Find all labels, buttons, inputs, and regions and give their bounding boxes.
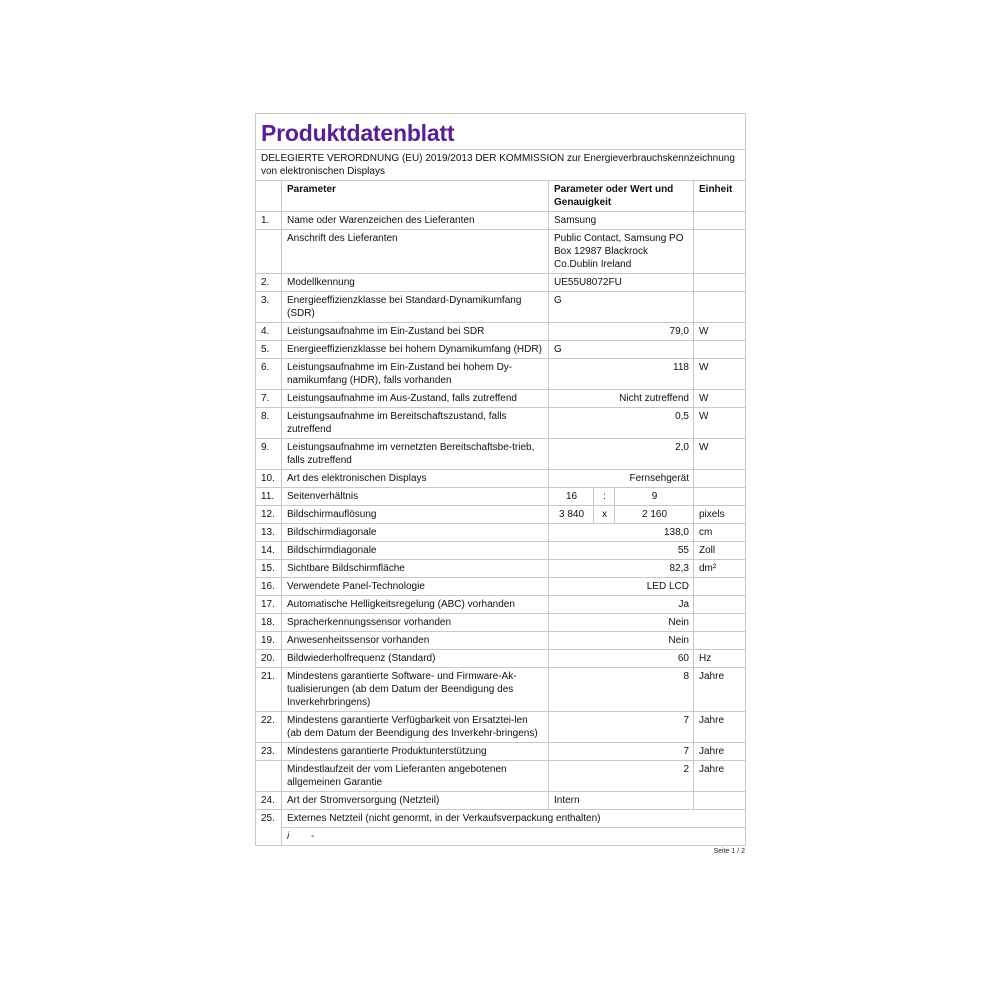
- row-unit: [694, 578, 746, 596]
- row-value-separator: x: [594, 506, 615, 524]
- row-parameter: Art des elektronischen Displays: [282, 470, 549, 488]
- row-parameter: Mindestlaufzeit der vom Lieferanten angebotenen allgemeinen Garantie: [282, 761, 549, 792]
- row-number: 7.: [256, 390, 282, 408]
- table-row: [256, 524, 746, 542]
- table-row: [256, 828, 746, 846]
- table-row: [256, 542, 746, 560]
- header-unit: Einheit: [694, 181, 746, 212]
- table-row: [256, 632, 746, 650]
- row-number: 3.: [256, 292, 282, 323]
- row-number: 19.: [256, 632, 282, 650]
- row-value-separator: :: [594, 488, 615, 506]
- page-number: Seite 1 / 2: [713, 848, 745, 855]
- row-parameter: Anwesenheitssensor vorhanden: [282, 632, 549, 650]
- row-value: 60: [549, 650, 694, 668]
- row-value: 79,0: [549, 323, 694, 341]
- table-row: [256, 359, 746, 390]
- row-parameter: Seitenverhältnis: [282, 488, 549, 506]
- row-value: G: [549, 341, 694, 359]
- row-unit: W: [694, 439, 746, 470]
- row-parameter: Bildschirmdiagonale: [282, 524, 549, 542]
- row-number: 13.: [256, 524, 282, 542]
- title-cell: [256, 114, 746, 150]
- product-data-sheet: [255, 113, 745, 858]
- row-parameter: Spracherkennungssensor vorhanden: [282, 614, 549, 632]
- row-number: 20.: [256, 650, 282, 668]
- row-unit: [694, 596, 746, 614]
- row-unit: [694, 614, 746, 632]
- row-value: 7: [549, 712, 694, 743]
- row-parameter: Art der Stromversorgung (Netzteil): [282, 792, 549, 810]
- table-row: [256, 341, 746, 359]
- row-parameter: Verwendete Panel-Technologie: [282, 578, 549, 596]
- header-parameter: Parameter: [282, 181, 549, 212]
- row-unit: [694, 488, 746, 506]
- row-parameter: Bildwiederholfrequenz (Standard): [282, 650, 549, 668]
- row-value: 118: [549, 359, 694, 390]
- table-row: [256, 792, 746, 810]
- row-unit: [694, 470, 746, 488]
- table-row: [256, 668, 746, 712]
- row-value: Public Contact, Samsung PO Box 12987 Blackrock Co.Dublin Ireland: [549, 230, 694, 274]
- row-parameter: Mindestens garantierte Software- und Firmware-Ak-tualisierungen (ab dem Datum der Beendigung des Inverkehrbringens): [282, 668, 549, 712]
- table-row: [256, 470, 746, 488]
- table-row: [256, 488, 746, 506]
- row-number: 16.: [256, 578, 282, 596]
- row-value: 55: [549, 542, 694, 560]
- row-number: [256, 230, 282, 274]
- row-value: Samsung: [549, 212, 694, 230]
- row-value: 7: [549, 743, 694, 761]
- row-unit: [694, 274, 746, 292]
- row-unit: W: [694, 359, 746, 390]
- table-row: [256, 578, 746, 596]
- row-number: 12.: [256, 506, 282, 524]
- row-parameter: Leistungsaufnahme im Ein-Zustand bei hohem Dy-namikumfang (HDR), falls vorhanden: [282, 359, 549, 390]
- row-value-second: 9: [615, 488, 694, 506]
- row-number: 2.: [256, 274, 282, 292]
- row-unit: Jahre: [694, 668, 746, 712]
- row-value-first: 3 840: [549, 506, 594, 524]
- row-unit: Jahre: [694, 743, 746, 761]
- row-unit: cm: [694, 524, 746, 542]
- row-number: 4.: [256, 323, 282, 341]
- table-row: [256, 506, 746, 524]
- table-row: [256, 614, 746, 632]
- row-parameter: Modellkennung: [282, 274, 549, 292]
- row-unit: Jahre: [694, 761, 746, 792]
- row-number: 9.: [256, 439, 282, 470]
- table-row: [256, 274, 746, 292]
- row-parameter: Automatische Helligkeitsregelung (ABC) vorhanden: [282, 596, 549, 614]
- row-parameter: Anschrift des Lieferanten: [282, 230, 549, 274]
- row-value: Fernsehgerät: [549, 470, 694, 488]
- table-row: [256, 712, 746, 743]
- header-number: [256, 181, 282, 212]
- row-unit: W: [694, 323, 746, 341]
- row-unit: [694, 632, 746, 650]
- row-parameter: Leistungsaufnahme im Ein-Zustand bei SDR: [282, 323, 549, 341]
- table-row: [256, 408, 746, 439]
- table-row: [256, 390, 746, 408]
- row-number: 17.: [256, 596, 282, 614]
- table-row: [256, 212, 746, 230]
- sub-value: -: [311, 831, 315, 842]
- row-unit: W: [694, 408, 746, 439]
- row-value: Intern: [549, 792, 694, 810]
- row-parameter: Energieeffizienzklasse bei Standard-Dynamikumfang (SDR): [282, 292, 549, 323]
- table-row: [256, 439, 746, 470]
- row-unit: [694, 230, 746, 274]
- row-number: 18.: [256, 614, 282, 632]
- row-unit: Jahre: [694, 712, 746, 743]
- row-unit: pixels: [694, 506, 746, 524]
- row-value: LED LCD: [549, 578, 694, 596]
- row-value: 2,0: [549, 439, 694, 470]
- row-value-first: 16: [549, 488, 594, 506]
- row-number: 6.: [256, 359, 282, 390]
- row-number: 15.: [256, 560, 282, 578]
- header-value: Parameter oder Wert und Genauigkeit: [549, 181, 694, 212]
- row-number: 10.: [256, 470, 282, 488]
- row-number: [256, 828, 282, 846]
- row-number: 22.: [256, 712, 282, 743]
- row-unit: Hz: [694, 650, 746, 668]
- row-number: 23.: [256, 743, 282, 761]
- row-value: UE55U8072FU: [549, 274, 694, 292]
- row-number: 5.: [256, 341, 282, 359]
- table-row: [256, 810, 746, 828]
- table-row: [256, 230, 746, 274]
- row-number: 24.: [256, 792, 282, 810]
- row-number: 14.: [256, 542, 282, 560]
- table-row: [256, 323, 746, 341]
- row-parameter: Leistungsaufnahme im Bereitschaftszustand, falls zutreffend: [282, 408, 549, 439]
- row-parameter: Mindestens garantierte Verfügbarkeit von Ersatztei-len (ab dem Datum der Beendigung des Inverkehr-bringens): [282, 712, 549, 743]
- row-value: Ja: [549, 596, 694, 614]
- row-number: 21.: [256, 668, 282, 712]
- row-value-second: 2 160: [615, 506, 694, 524]
- row-number: 8.: [256, 408, 282, 439]
- row-unit: [694, 292, 746, 323]
- row-parameter: Name oder Warenzeichen des Lieferanten: [282, 212, 549, 230]
- table-row: [256, 761, 746, 792]
- table-row: [256, 596, 746, 614]
- row-parameter: Bildschirmauflösung: [282, 506, 549, 524]
- table-row: [256, 292, 746, 323]
- row-unit: [694, 212, 746, 230]
- row-unit: W: [694, 390, 746, 408]
- table-row: [256, 560, 746, 578]
- row-value: 2: [549, 761, 694, 792]
- row-value: 0,5: [549, 408, 694, 439]
- row-unit: [694, 792, 746, 810]
- table-header-row: [256, 181, 746, 212]
- row-parameter: Mindestens garantierte Produktunterstützung: [282, 743, 549, 761]
- row-value: 8: [549, 668, 694, 712]
- row-parameter: Energieeffizienzklasse bei hohem Dynamikumfang (HDR): [282, 341, 549, 359]
- row-value: 138,0: [549, 524, 694, 542]
- row-value: G: [549, 292, 694, 323]
- row-value: Nein: [549, 614, 694, 632]
- row-parameter: Leistungsaufnahme im vernetzten Bereitschaftsbe-trieb, falls zutreffend: [282, 439, 549, 470]
- row-parameter: Leistungsaufnahme im Aus-Zustand, falls zutreffend: [282, 390, 549, 408]
- table-row: [256, 743, 746, 761]
- row-unit: Zoll: [694, 542, 746, 560]
- row-value: 82,3: [549, 560, 694, 578]
- sub-index: i: [287, 831, 290, 842]
- row-parameter: Bildschirmdiagonale: [282, 542, 549, 560]
- row-unit: dm²: [694, 560, 746, 578]
- row-value: Nicht zutreffend: [549, 390, 694, 408]
- table-row: [256, 650, 746, 668]
- page-title: Produktdatenblatt: [261, 120, 455, 146]
- row-number: 25.: [256, 810, 282, 828]
- row-unit: [694, 341, 746, 359]
- row-parameter: Sichtbare Bildschirmfläche: [282, 560, 549, 578]
- row-sub-values: [282, 828, 746, 846]
- regulation-subtitle: DELEGIERTE VERORDNUNG (EU) 2019/2013 DER KOMMISSION zur Energieverbrauchskennzeichnung von elektronischen Displays: [256, 150, 746, 181]
- row-number: 11.: [256, 488, 282, 506]
- row-value: Nein: [549, 632, 694, 650]
- row-number: 1.: [256, 212, 282, 230]
- row-parameter: Externes Netzteil (nicht genormt, in der Verkaufsverpackung enthalten): [282, 810, 746, 828]
- row-number: [256, 761, 282, 792]
- data-sheet-table: [255, 113, 746, 846]
